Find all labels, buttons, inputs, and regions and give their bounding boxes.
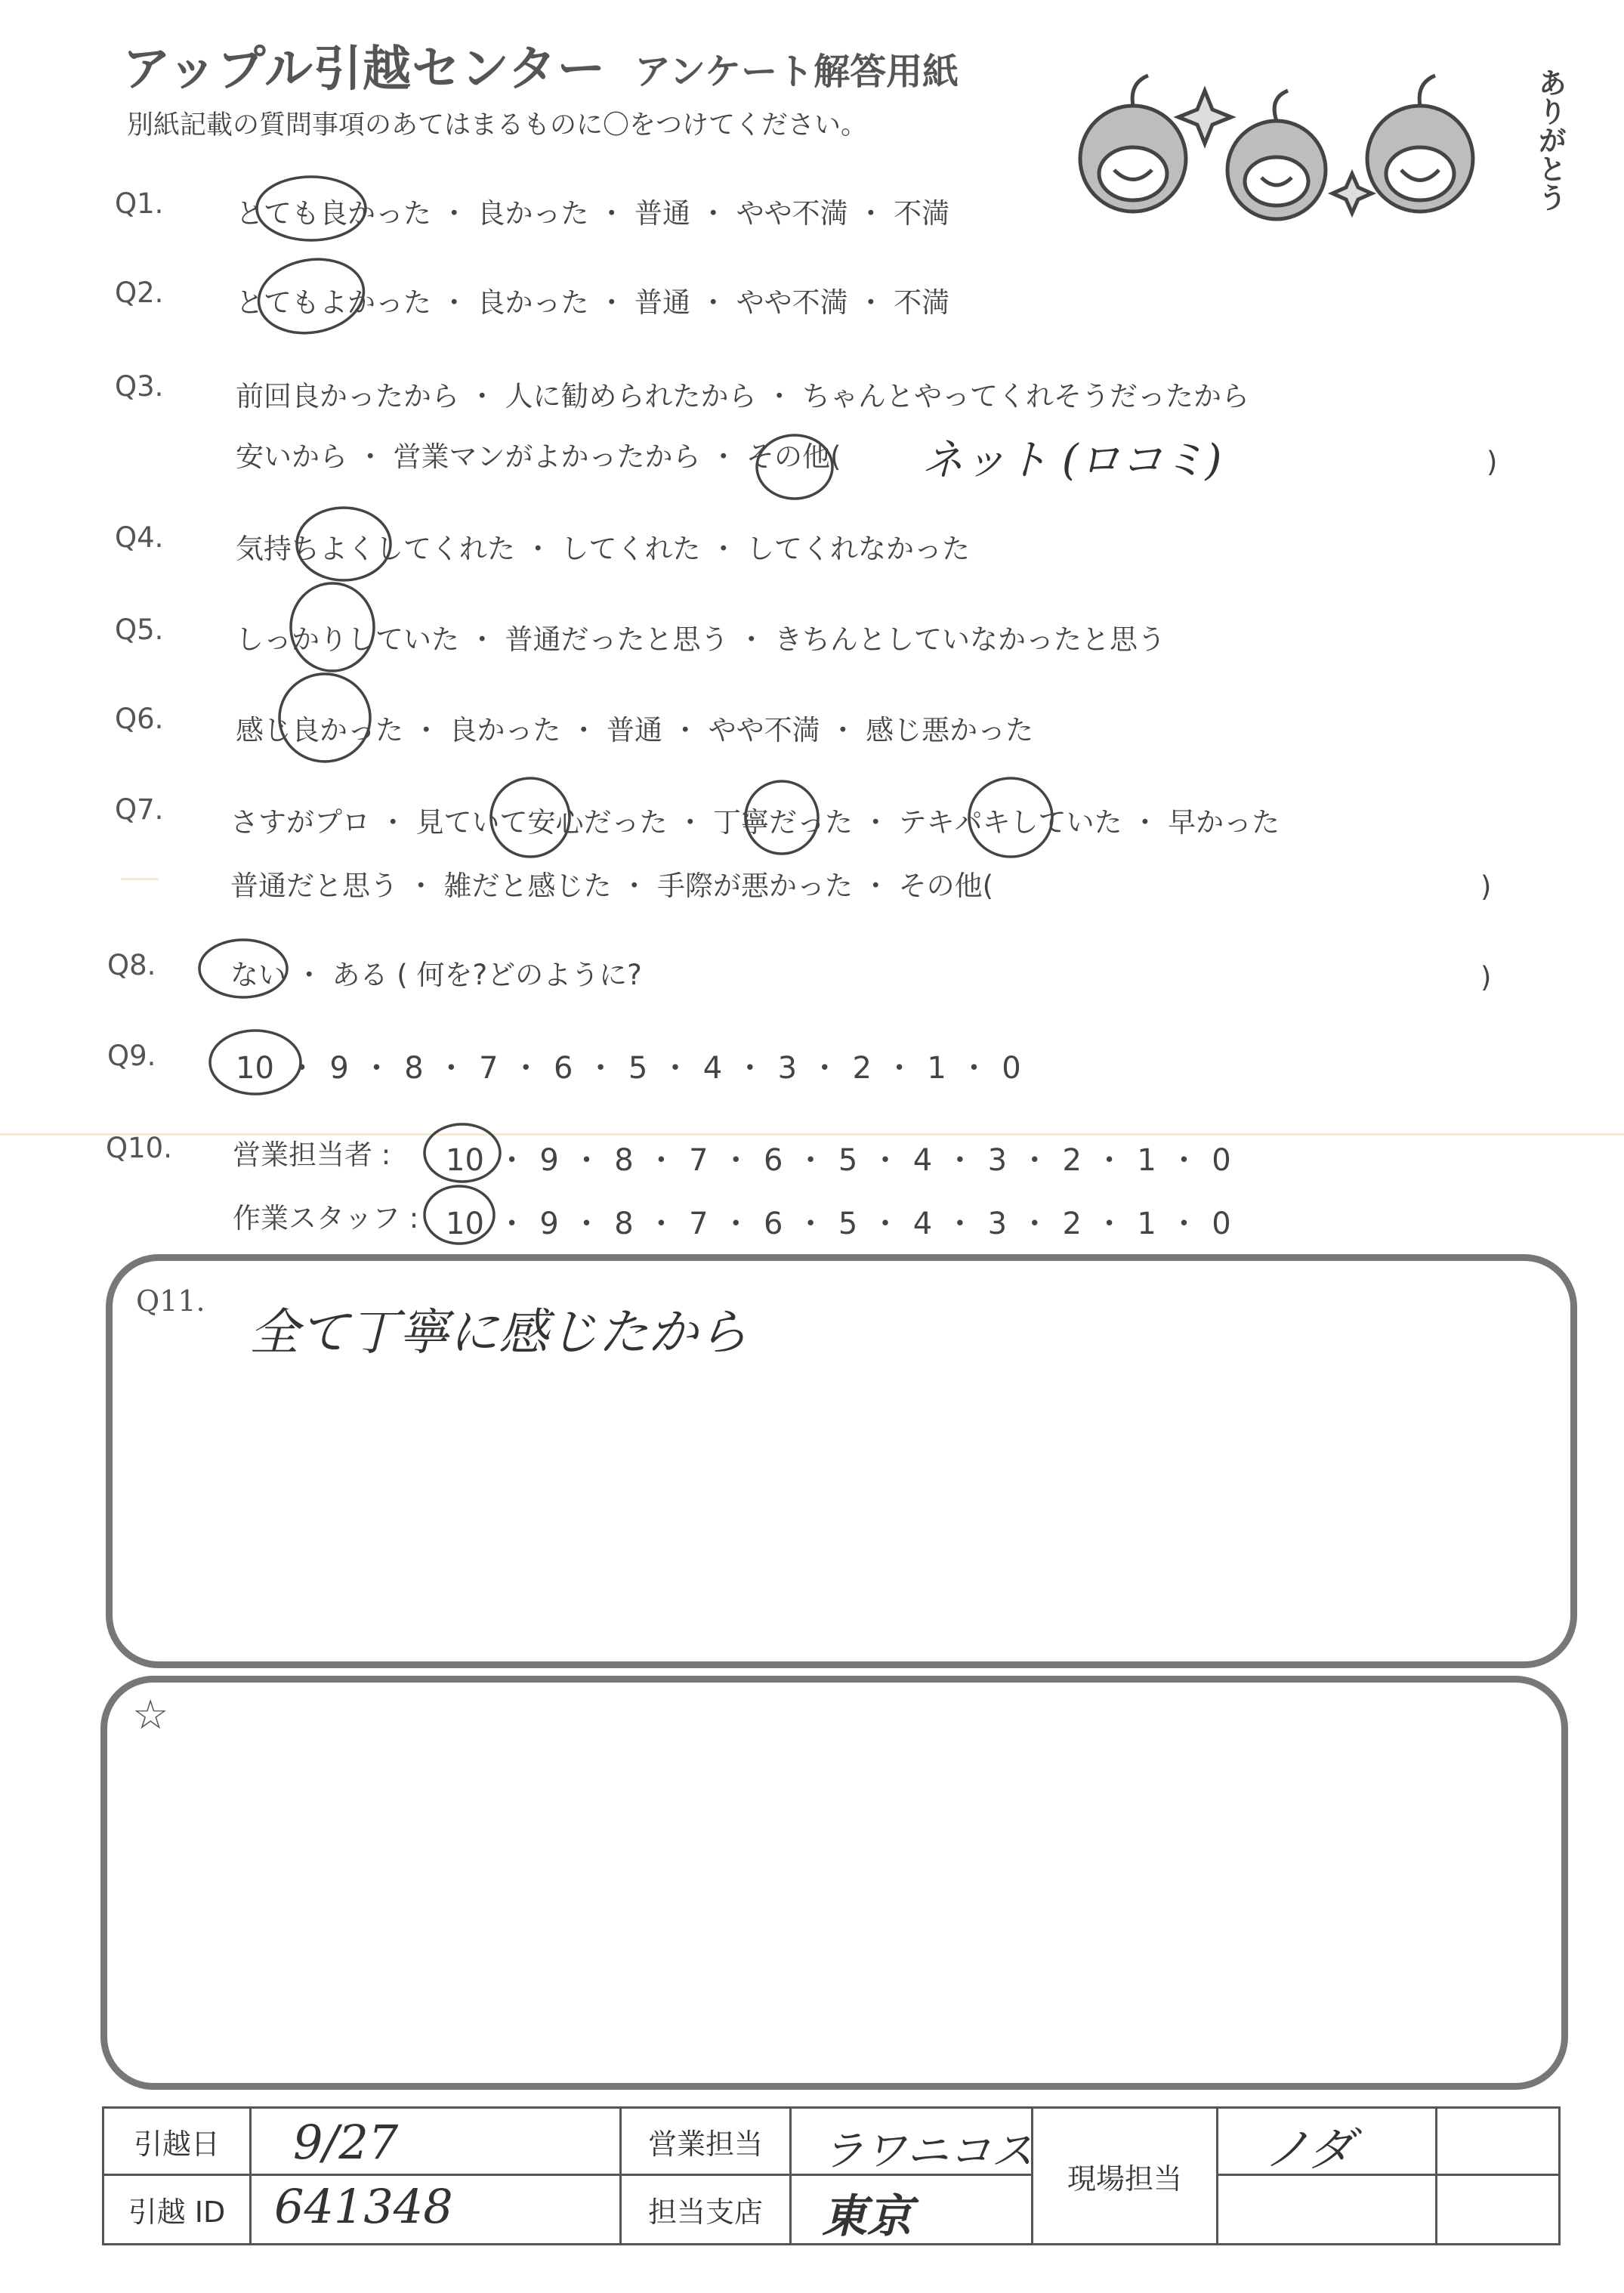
q11-answer: 全て丁寧に感じたから — [249, 1303, 748, 1361]
move-date-label: 引越日 — [104, 2109, 252, 2176]
q3-number: Q3. — [115, 370, 164, 403]
q7-close-paren: ) — [1480, 870, 1492, 903]
sales-label: 営業担当 — [622, 2109, 792, 2176]
move-date-cell — [252, 2109, 622, 2176]
thank-you-decor-text: ありがとう — [1533, 68, 1567, 212]
sales-name-value: ラワニコス — [822, 2127, 1033, 2176]
q8-close-paren: ) — [1480, 961, 1492, 994]
q2-number: Q2. — [115, 277, 164, 309]
q11-number: Q11. — [136, 1284, 205, 1318]
q10-staff-scale: 10 ・ 9 ・ 8 ・ 7 ・ 6 ・ 5 ・ 4 ・ 3 ・ 2 ・ 1 ・ 0 — [446, 1207, 1231, 1241]
q9-number: Q9. — [107, 1040, 156, 1072]
site-label: 現場担当 — [1033, 2109, 1218, 2243]
q3-options-line1: 前回良かったから ・ 人に勧められたから ・ ちゃんとやってくれそうだったから — [236, 380, 1250, 413]
move-id-label: 引越 ID — [104, 2176, 252, 2243]
site-cell-3 — [1218, 2176, 1437, 2243]
q10-number: Q10. — [106, 1132, 172, 1164]
move-id-value: 641348 — [274, 2179, 453, 2234]
q7-options-line2: 普通だと思う ・ 雑だと感じた ・ 手際が悪かった ・ その他( — [230, 870, 994, 902]
q6-options: 感じ良かった ・ 良かった ・ 普通 ・ やや不満 ・ 感じ悪かった — [236, 714, 1034, 746]
free-comment-box — [100, 1676, 1568, 2090]
q10-sales-scale: 10 ・ 9 ・ 8 ・ 7 ・ 6 ・ 5 ・ 4 ・ 3 ・ 2 ・ 1 ・ 0 — [446, 1143, 1231, 1178]
sales-cell — [792, 2109, 1033, 2176]
q3-close-paren: ) — [1487, 446, 1498, 478]
q5-number: Q5. — [115, 613, 164, 646]
q2-options: とてもよかった ・ 良かった ・ 普通 ・ やや不満 ・ 不満 — [236, 286, 950, 319]
site-cell-2 — [1437, 2109, 1558, 2176]
q4-options: 気持ちよくしてくれた ・ してくれた ・ してくれなかった — [236, 533, 971, 565]
branch-name-value: 東京 — [822, 2190, 912, 2243]
q3-other-answer: ネット (ロコミ) — [922, 436, 1222, 485]
q5-options: しっかりしていた ・ 普通だったと思う ・ きちんとしていなかったと思う — [236, 623, 1166, 656]
q1-number: Q1. — [115, 187, 164, 220]
footer-info-table — [102, 2106, 1561, 2245]
site-name-value: ノダ — [1264, 2121, 1354, 2177]
instruction-text: 別紙記載の質問事項のあてはまるものに〇をつけてください。 — [127, 110, 868, 141]
q1-options: とても良かった ・ 良かった ・ 普通 ・ やや不満 ・ 不満 — [236, 197, 950, 230]
branch-label: 担当支店 — [622, 2176, 792, 2243]
star-icon: ☆ — [132, 1691, 169, 1738]
move-id-cell — [252, 2176, 622, 2243]
q10-sales-label: 営業担当者 : — [233, 1139, 391, 1171]
q10-staff-label: 作業スタッフ : — [233, 1202, 419, 1235]
q7-options-line1: さすがプロ ・ 見ていて安心だった ・ 丁寧だった ・ テキパキしていた ・ 早かった — [230, 806, 1280, 839]
company-title: アップル引越センター — [122, 42, 607, 97]
branch-cell — [792, 2176, 1033, 2243]
site-cell-1 — [1218, 2109, 1437, 2176]
q6-number: Q6. — [115, 703, 164, 735]
q3-options-line2: 安いから ・ 営業マンがよかったから ・ その他( — [236, 440, 841, 473]
q8-options: ない ・ ある ( 何を?どのように? — [230, 959, 642, 991]
q4-number: Q4. — [115, 521, 164, 554]
move-date-value: 9/27 — [293, 2115, 399, 2170]
site-cell-4 — [1437, 2176, 1558, 2243]
q8-number: Q8. — [107, 949, 156, 981]
q7-number: Q7. — [115, 793, 164, 826]
form-subtitle: アンケート解答用紙 — [634, 51, 959, 93]
q9-scale: 10 ・ 9 ・ 8 ・ 7 ・ 6 ・ 5 ・ 4 ・ 3 ・ 2 ・ 1 ・ 0 — [236, 1051, 1021, 1086]
